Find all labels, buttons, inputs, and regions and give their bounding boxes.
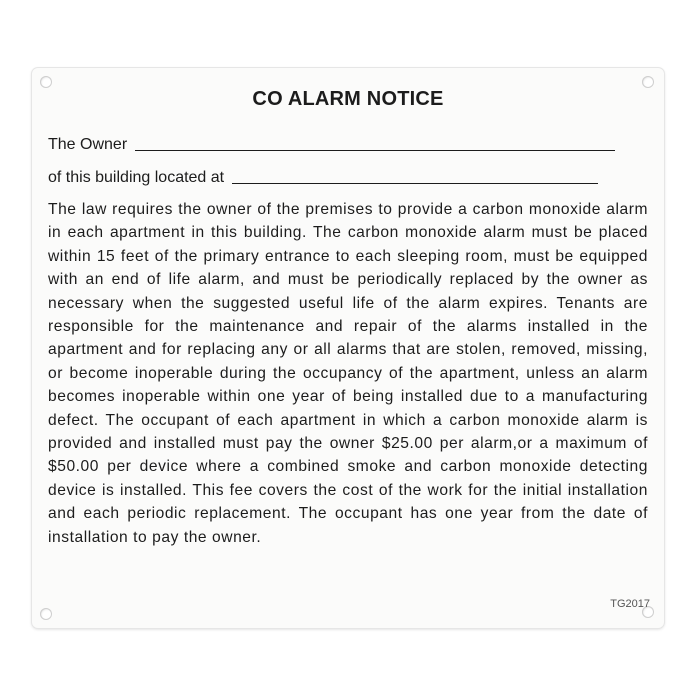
notice-body: The law requires the owner of the premises to provide a carbon monoxide alarm in each apartment in this building. The carbon monoxide alarm must be placed within 15 feet of the primary entrance to each sleeping room, must be equipped with an end of life alarm, and must be periodically replaced by the owner as necessary when the suggested useful life of the alarm expires. Tenants are responsible for the maintenance and repair of the alarms installed in the apartment and for replacing any or all alarms that are stolen, removed, missing, or become inoperable during the occupancy of the apartment, unless an alarm becomes inoperable within one year of being installed due to a manufacturing defect. The occupant of each apartment in which a carbon monoxide alarm is provided and installed must pay the owner $25.00 per alarm,or a maximum of $50.00 per device where a combined smoke and carbon monoxide detecting device is installed. This fee covers the cost of the work for the initial installation and each periodic replacement. The occupant has one year from the date of installation to pay the owner. xyxy=(48,201,648,546)
location-field xyxy=(48,169,598,187)
location-label: of this building located at xyxy=(48,169,225,186)
owner-label: The Owner xyxy=(48,136,128,153)
mounting-hole-icon xyxy=(40,76,52,88)
mounting-hole-icon xyxy=(642,76,654,88)
notice-sign xyxy=(32,68,664,628)
owner-blank-line xyxy=(135,138,615,151)
mounting-hole-icon xyxy=(40,608,52,620)
location-blank-line xyxy=(232,171,598,184)
owner-field xyxy=(48,136,615,154)
notice-title: CO ALARM NOTICE xyxy=(252,88,444,110)
product-code: TG2017 xyxy=(610,598,650,610)
